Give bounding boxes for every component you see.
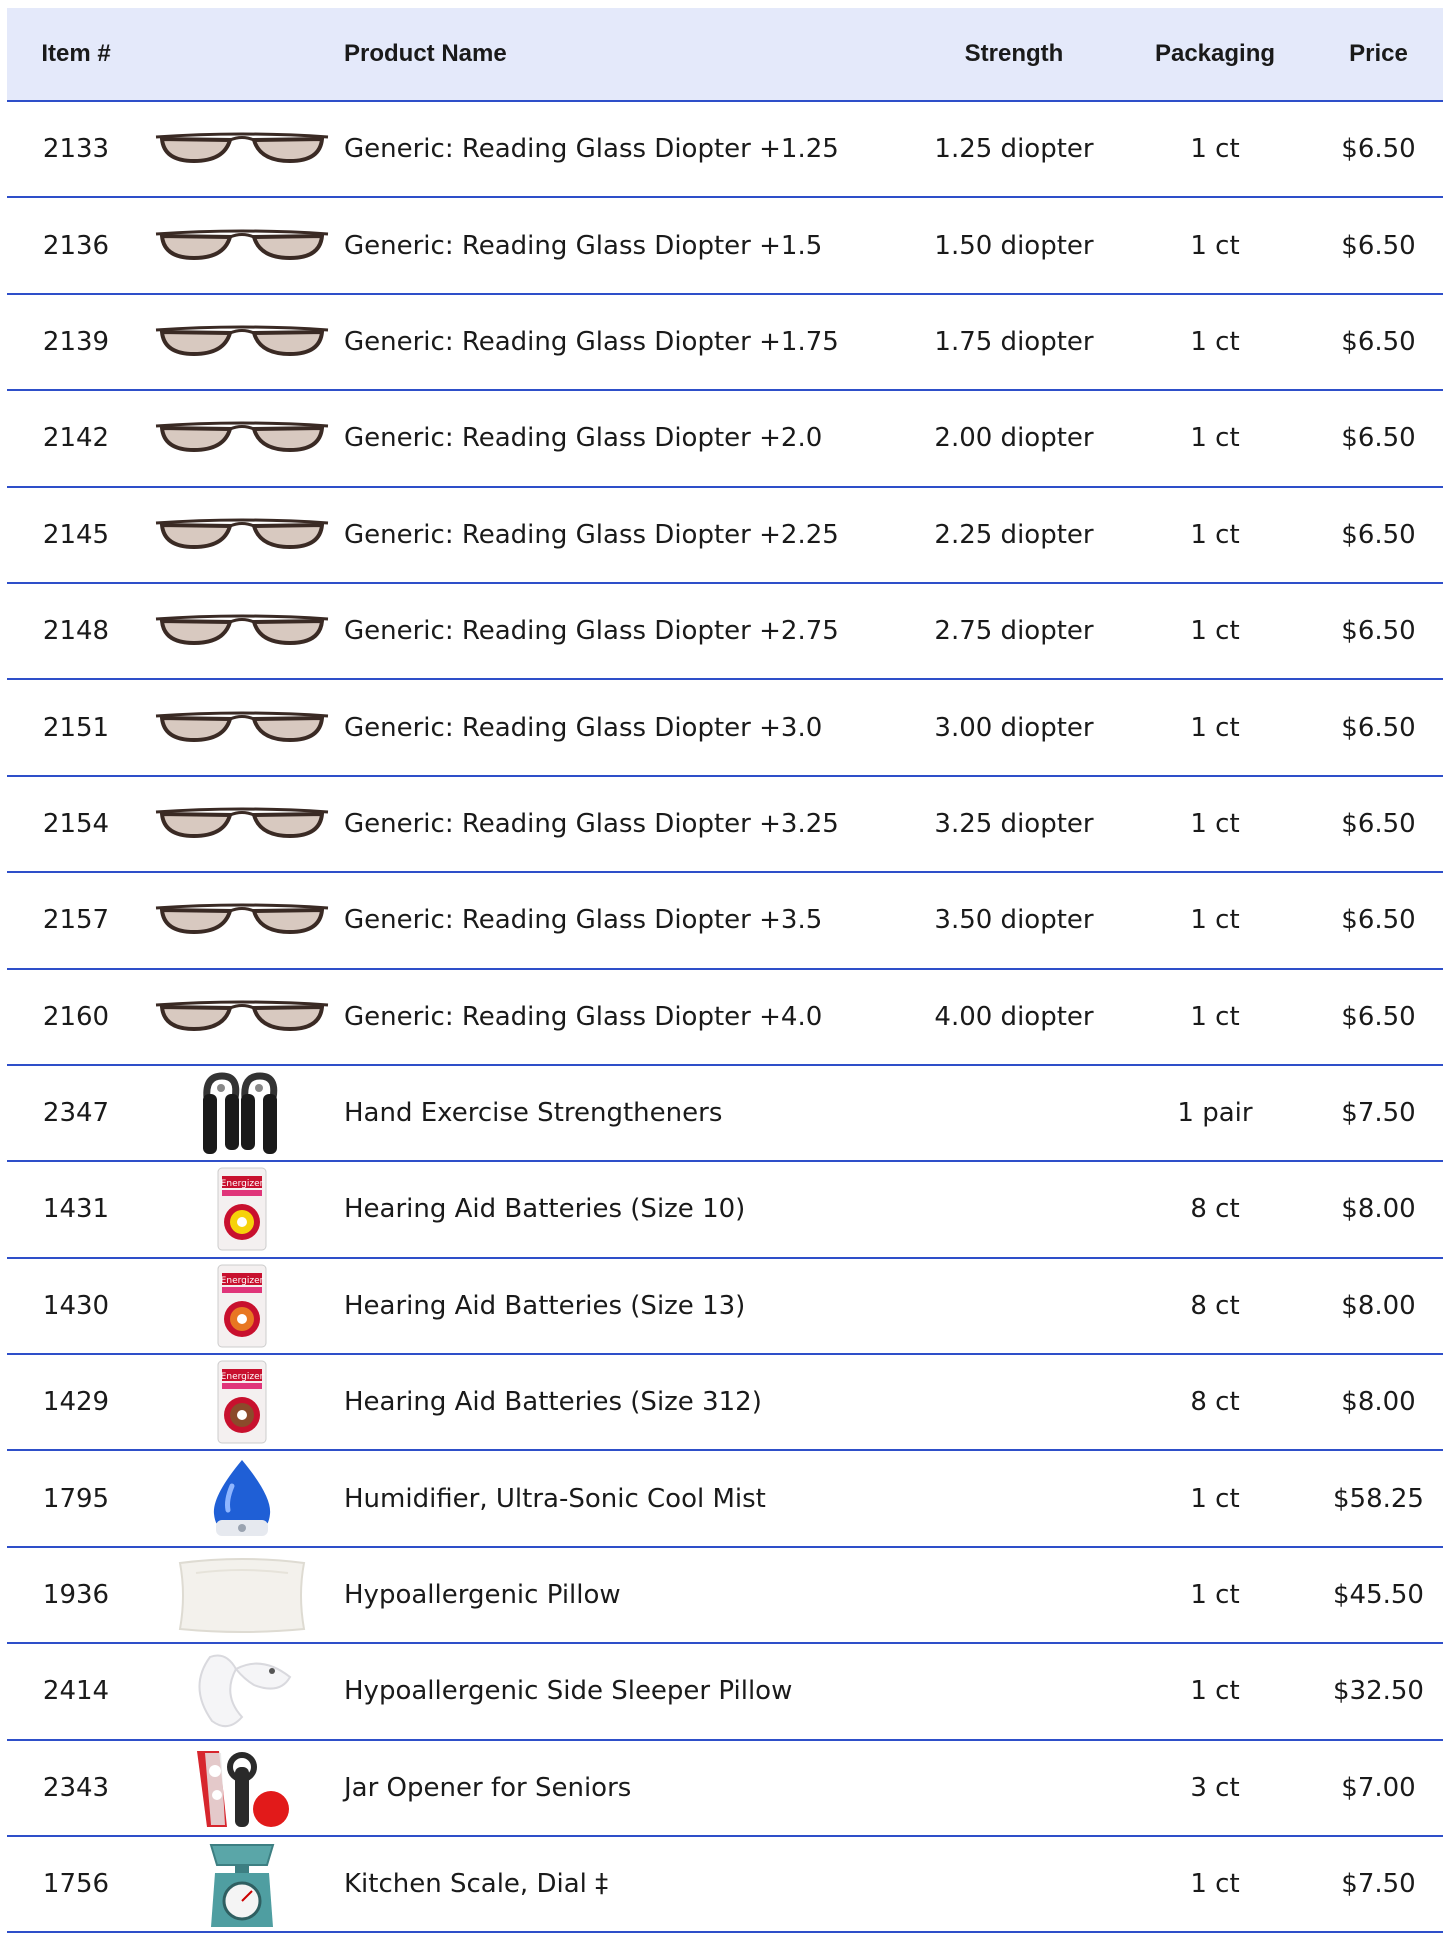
strength: 3.00 diopter [934,712,1094,743]
product-image [145,970,338,1064]
product-image [145,1259,338,1353]
table-row [7,1066,1443,1162]
table-row [7,1548,1443,1644]
item-number: 2157 [42,905,110,936]
item-number: 2414 [42,1676,110,1707]
price: $45.50 [1333,1580,1424,1611]
packaging: 1 ct [1190,1001,1240,1032]
product-name: Jar Opener for Seniors [344,1772,632,1803]
product-name: Generic: Reading Glass Diopter +2.0 [344,423,823,454]
humidifier-icon [202,1456,282,1542]
table-row [7,584,1443,680]
packaging: 8 ct [1190,1387,1240,1418]
table-row [7,1451,1443,1547]
item-number: 2148 [42,616,110,647]
reading-glasses-icon [152,418,332,458]
product-image [145,198,338,292]
packaging: 8 ct [1190,1194,1240,1225]
strength: 2.25 diopter [934,519,1094,550]
table-row [7,198,1443,294]
product-name: Hypoallergenic Pillow [344,1580,621,1611]
product-image [145,584,338,678]
price: $6.50 [1341,230,1416,261]
product-name: Generic: Reading Glass Diopter +4.0 [344,1001,823,1032]
product-name: Humidifier, Ultra-Sonic Cool Mist [344,1483,766,1514]
packaging: 1 ct [1190,905,1240,936]
packaging: 1 ct [1190,616,1240,647]
strength: 4.00 diopter [934,1001,1094,1032]
product-name: Hypoallergenic Side Sleeper Pillow [344,1676,793,1707]
price: $7.50 [1341,1098,1416,1129]
price: $7.00 [1341,1772,1416,1803]
price: $6.50 [1341,326,1416,357]
product-image [145,680,338,774]
column-header-item: Item # [41,40,111,67]
table-row [7,488,1443,584]
product-name: Generic: Reading Glass Diopter +1.25 [344,134,839,165]
price: $8.00 [1341,1387,1416,1418]
item-number: 1430 [42,1290,110,1321]
strength: 2.00 diopter [934,423,1094,454]
price: $8.00 [1341,1194,1416,1225]
column-header-price: Price [1349,40,1408,67]
price: $6.50 [1341,1001,1416,1032]
kitchen-scale-icon [197,1839,287,1929]
packaging: 1 ct [1190,134,1240,165]
price: $6.50 [1341,134,1416,165]
strength: 1.75 diopter [934,326,1094,357]
reading-glasses-icon [152,129,332,169]
price: $6.50 [1341,616,1416,647]
price: $58.25 [1333,1483,1424,1514]
table-row [7,1162,1443,1258]
table-row [7,102,1443,198]
table-row [7,1355,1443,1451]
price: $6.50 [1341,905,1416,936]
price: $6.50 [1341,519,1416,550]
packaging: 1 ct [1190,230,1240,261]
product-name: Hearing Aid Batteries (Size 10) [344,1194,746,1225]
item-number: 1756 [42,1869,110,1900]
packaging: 1 ct [1190,1676,1240,1707]
packaging: 1 ct [1190,423,1240,454]
strength: 3.25 diopter [934,808,1094,839]
product-image [145,1451,338,1545]
strength: 1.25 diopter [934,134,1094,165]
product-table [7,8,1443,1933]
column-header-name: Product Name [344,40,507,67]
product-image [145,1741,338,1835]
product-name: Generic: Reading Glass Diopter +2.75 [344,616,839,647]
hearing-aid-batteries-yellow-icon [214,1166,270,1252]
product-image [145,1548,338,1642]
product-name: Generic: Reading Glass Diopter +3.0 [344,712,823,743]
reading-glasses-icon [152,900,332,940]
packaging: 1 ct [1190,1869,1240,1900]
product-name: Generic: Reading Glass Diopter +3.25 [344,808,839,839]
reading-glasses-icon [152,997,332,1037]
product-name: Generic: Reading Glass Diopter +1.5 [344,230,823,261]
table-row [7,391,1443,487]
price: $6.50 [1341,808,1416,839]
column-header-packaging: Packaging [1154,40,1276,67]
item-number: 1429 [42,1387,110,1418]
item-number: 2343 [42,1772,110,1803]
table-row [7,1741,1443,1837]
price: $6.50 [1341,712,1416,743]
product-name: Hearing Aid Batteries (Size 312) [344,1387,762,1418]
item-number: 1795 [42,1483,110,1514]
product-image [145,391,338,485]
product-name: Kitchen Scale, Dial ‡ [344,1869,609,1900]
item-number: 2151 [42,712,110,743]
column-header-image [145,8,338,100]
reading-glasses-icon [152,226,332,266]
price: $6.50 [1341,423,1416,454]
product-image [145,488,338,582]
price: $32.50 [1333,1676,1424,1707]
reading-glasses-icon [152,515,332,555]
product-image [145,873,338,967]
svg-text:Energizer: Energizer [220,1275,263,1286]
table-row [7,680,1443,776]
packaging: 1 ct [1190,808,1240,839]
product-name: Generic: Reading Glass Diopter +2.25 [344,519,839,550]
item-number: 2136 [42,230,110,261]
packaging: 3 ct [1190,1772,1240,1803]
product-image [145,1837,338,1931]
table-header [7,8,1443,102]
item-number: 2145 [42,519,110,550]
product-image [145,1162,338,1256]
strength: 3.50 diopter [934,905,1094,936]
product-image [145,1066,338,1160]
item-number: 1431 [42,1194,110,1225]
hearing-aid-batteries-brown-icon [214,1359,270,1445]
table-row [7,970,1443,1066]
reading-glasses-icon [152,322,332,362]
item-number: 2160 [42,1001,110,1032]
packaging: 8 ct [1190,1290,1240,1321]
svg-text:Energizer: Energizer [220,1372,263,1383]
side-sleeper-pillow-icon [182,1647,302,1735]
product-name: Generic: Reading Glass Diopter +3.5 [344,905,823,936]
item-number: 1936 [42,1580,110,1611]
packaging: 1 ct [1190,1483,1240,1514]
packaging: 1 pair [1177,1098,1253,1129]
svg-text:Energizer: Energizer [220,1179,263,1190]
product-image [145,777,338,871]
item-number: 2154 [42,808,110,839]
strength: 2.75 diopter [934,616,1094,647]
reading-glasses-icon [152,611,332,651]
table-row [7,777,1443,873]
product-name: Hearing Aid Batteries (Size 13) [344,1290,746,1321]
table-body [7,102,1443,1933]
product-image [145,295,338,389]
item-number: 2139 [42,326,110,357]
product-image [145,102,338,196]
product-name: Hand Exercise Strengtheners [344,1098,723,1129]
hearing-aid-batteries-orange-icon [214,1263,270,1349]
column-header-strength: Strength [964,40,1064,67]
price: $7.50 [1341,1869,1416,1900]
table-row [7,295,1443,391]
item-number: 2133 [42,134,110,165]
table-row [7,1644,1443,1740]
hand-gripper-icon [187,1068,297,1158]
reading-glasses-icon [152,804,332,844]
product-image [145,1355,338,1449]
strength: 1.50 diopter [934,230,1094,261]
product-image [145,1644,338,1738]
packaging: 1 ct [1190,1580,1240,1611]
packaging: 1 ct [1190,326,1240,357]
packaging: 1 ct [1190,519,1240,550]
pillow-icon [172,1553,312,1637]
packaging: 1 ct [1190,712,1240,743]
price: $8.00 [1341,1290,1416,1321]
item-number: 2347 [42,1098,110,1129]
table-row [7,1259,1443,1355]
reading-glasses-icon [152,708,332,748]
table-row [7,873,1443,969]
item-number: 2142 [42,423,110,454]
jar-opener-icon [187,1743,297,1833]
product-name: Generic: Reading Glass Diopter +1.75 [344,326,839,357]
